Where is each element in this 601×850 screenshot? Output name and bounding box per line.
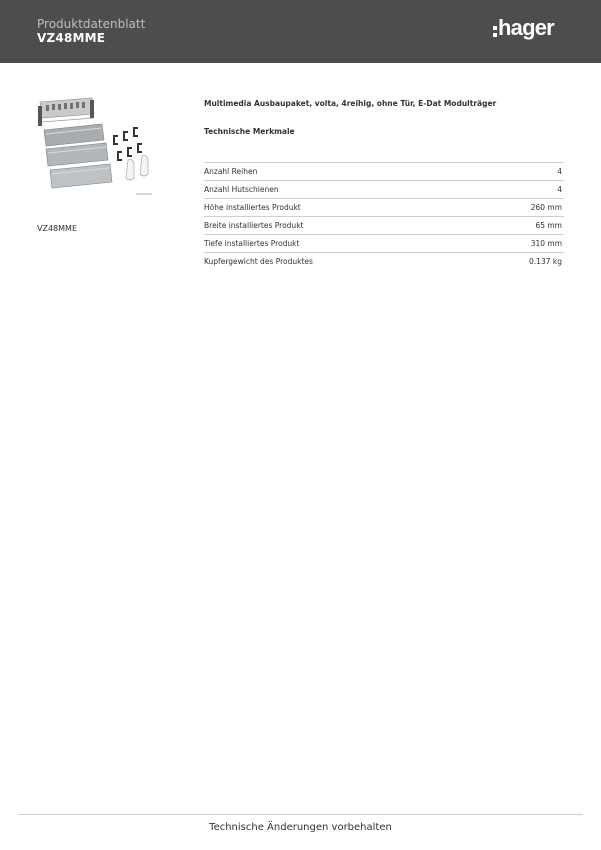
spec-row (204, 163, 564, 181)
spec-label: Höhe installiertes Produkt (204, 199, 477, 217)
footer-note: Technische Änderungen vorbehalten (209, 822, 392, 833)
header-product-code: VZ48MME (37, 31, 106, 45)
spec-table (204, 162, 564, 270)
spec-label: Anzahl Hutschienen (204, 181, 477, 199)
spec-value: 4 (477, 181, 564, 199)
spec-row (204, 253, 564, 271)
spec-row (204, 235, 564, 253)
document-type: Produktdatenblatt (37, 17, 146, 31)
spec-label: Tiefe installiertes Produkt (204, 235, 477, 253)
spec-label: Kupfergewicht des Produktes (204, 253, 477, 271)
section-title: Technische Merkmale (204, 127, 295, 136)
logo-colon-icon (493, 26, 497, 40)
image-caption: VZ48MME (37, 224, 77, 233)
spec-row (204, 181, 564, 199)
spec-value: 260 mm (477, 199, 564, 217)
spec-label: Anzahl Reihen (204, 163, 477, 181)
spec-value: 65 mm (477, 217, 564, 235)
logo-text: hager (498, 15, 554, 40)
product-title: Multimedia Ausbaupaket, volta, 4reihig, ohne Tür, E-Dat Modulträger (204, 99, 497, 108)
product-image (36, 96, 166, 206)
spec-row (204, 199, 564, 217)
footer-divider (18, 814, 583, 815)
spec-value: 0.137 kg (477, 253, 564, 271)
hager-logo (493, 15, 567, 42)
page-header (0, 0, 601, 63)
spec-value: 4 (477, 163, 564, 181)
spec-label: Breite installiertes Produkt (204, 217, 477, 235)
spec-row (204, 217, 564, 235)
product-kit-illustration-icon (38, 98, 152, 194)
spec-value: 310 mm (477, 235, 564, 253)
